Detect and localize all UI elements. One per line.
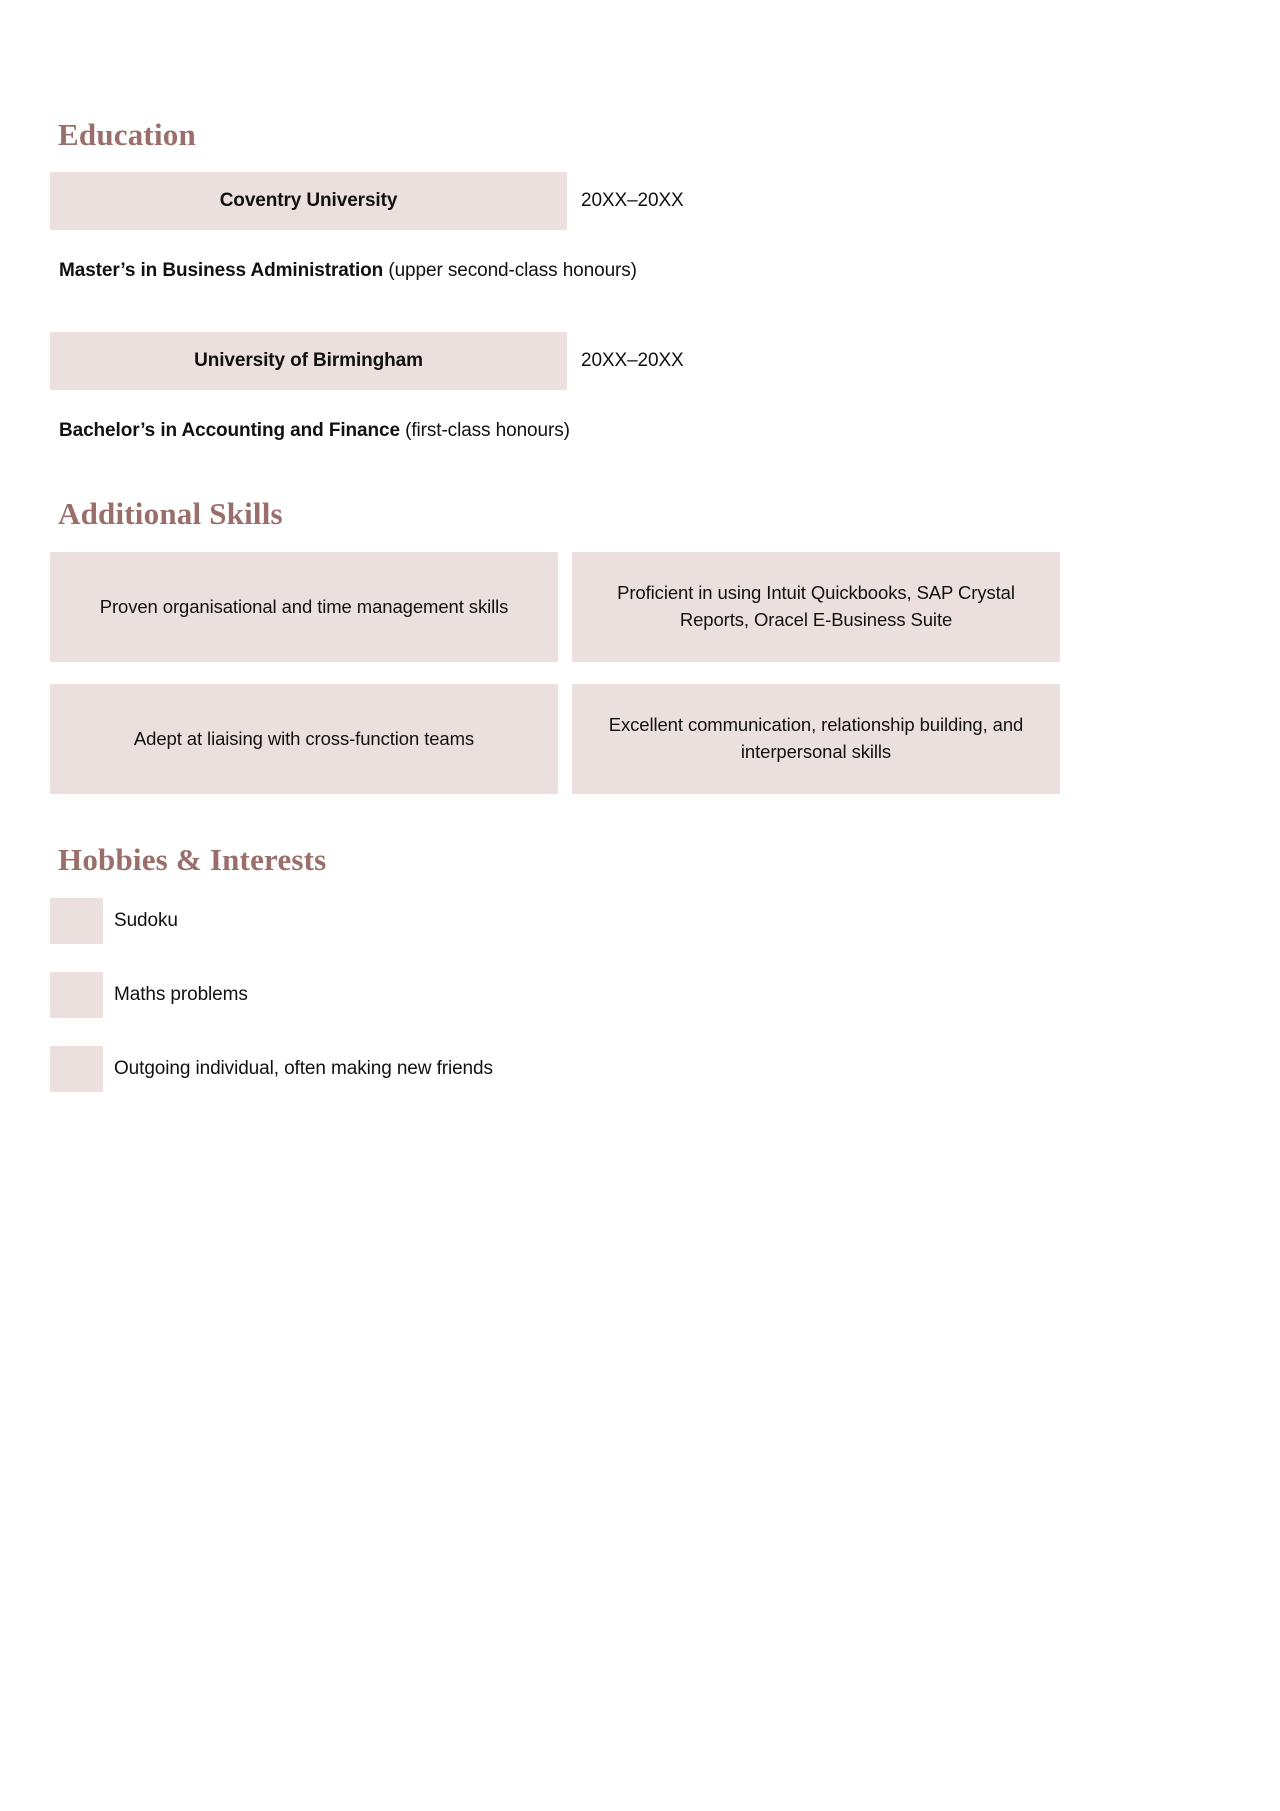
- education-degree-title: Master’s in Business Administration: [59, 260, 384, 281]
- education-date-range: 20XX–20XX: [581, 190, 684, 211]
- education-school-band: [50, 172, 567, 230]
- hobby-label: Outgoing individual, often making new friends: [114, 1058, 493, 1079]
- education-school-name: University of Birmingham: [194, 350, 423, 371]
- list-item: [50, 898, 850, 944]
- education-entry-header: [50, 332, 684, 390]
- skills-section-heading: Additional Skills: [58, 496, 283, 531]
- list-item: [50, 1046, 850, 1092]
- skill-card-text: Adept at liaising with cross-function teams: [133, 727, 475, 749]
- square-bullet-icon: [50, 972, 103, 1018]
- hobby-label: Maths problems: [114, 984, 248, 1005]
- education-school-name: Coventry University: [219, 190, 398, 211]
- skill-card-text: Proven organisational and time management skills: [99, 595, 509, 617]
- education-degree-line: [59, 260, 684, 282]
- hobby-label: Sudoku: [114, 910, 178, 931]
- list-item: [50, 972, 850, 1018]
- education-degree-honours: (first-class honours): [405, 420, 570, 441]
- square-bullet-icon: [50, 1046, 103, 1092]
- education-degree-honours: (upper second-class honours): [388, 260, 637, 281]
- education-school-band: [50, 332, 567, 390]
- education-entry: [50, 172, 684, 282]
- education-degree-line: [59, 420, 684, 442]
- skill-card: [572, 684, 1060, 794]
- education-entry: [50, 332, 684, 442]
- skills-grid: [50, 552, 1060, 794]
- education-date-range: 20XX–20XX: [581, 350, 684, 371]
- skill-card: [50, 552, 558, 662]
- hobbies-section-heading: Hobbies & Interests: [58, 842, 327, 877]
- education-entry-header: [50, 172, 684, 230]
- education-degree-title: Bachelor’s in Accounting and Finance: [59, 420, 400, 441]
- skill-card-text: Proficient in using Intuit Quickbooks, SAP Crystal Reports, Oracel E-Business Suite: [617, 582, 1015, 630]
- skill-card: [50, 684, 558, 794]
- education-section-heading: Education: [58, 117, 196, 152]
- hobbies-list: [50, 898, 850, 1120]
- skill-card: [572, 552, 1060, 662]
- square-bullet-icon: [50, 898, 103, 944]
- skill-card-text: Excellent communication, relationship building, and interpersonal skills: [608, 714, 1024, 762]
